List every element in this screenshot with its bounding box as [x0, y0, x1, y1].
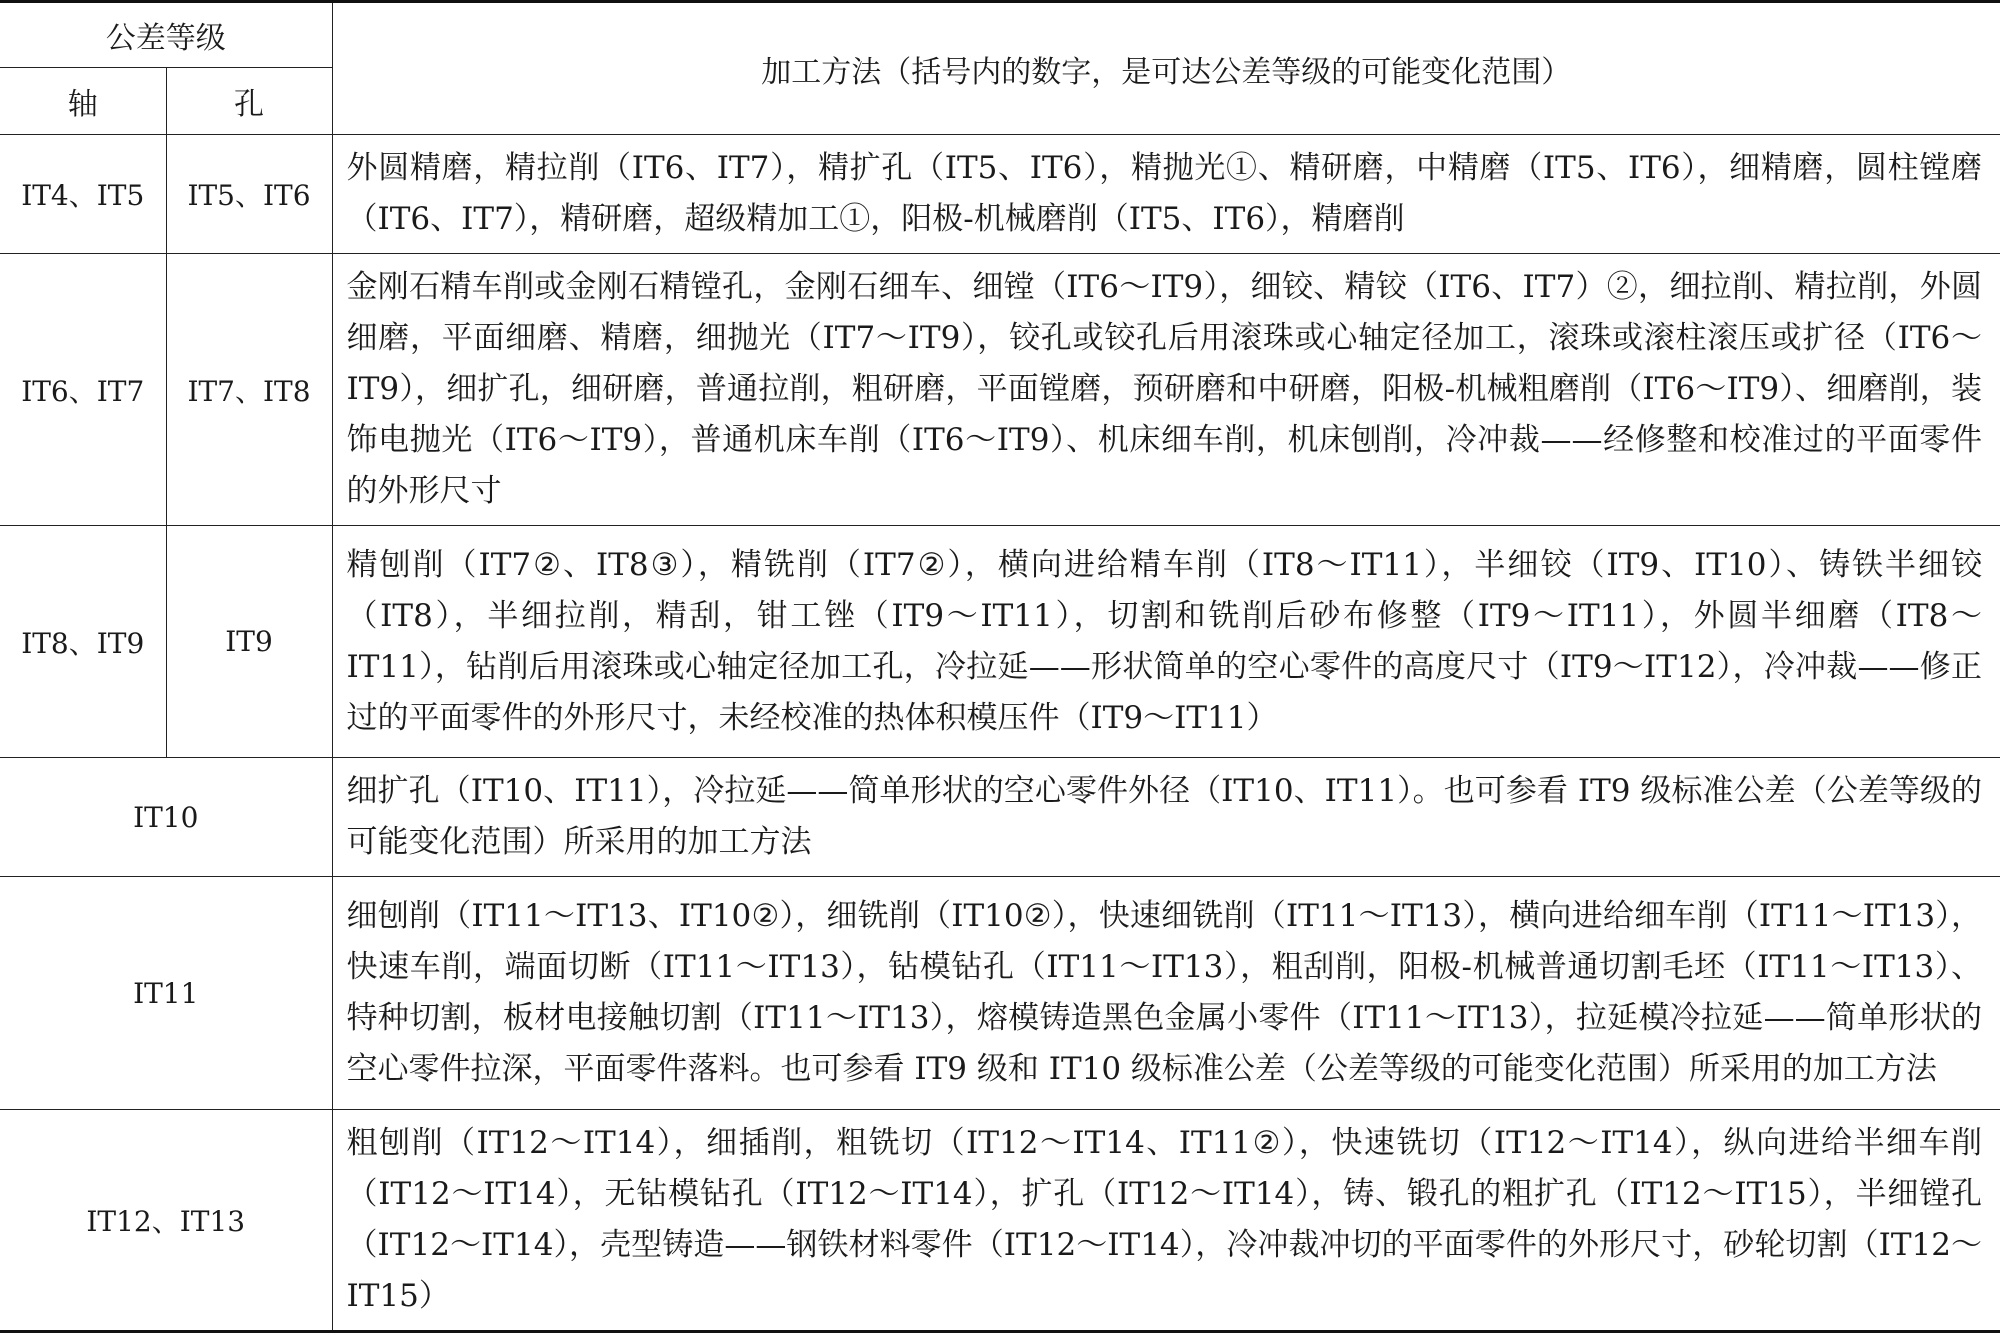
method-cell — [332, 254, 2000, 526]
method-text: 细扩孔（IT10、IT11），冷拉延——简单形状的空心零件外径（IT10、IT11）。也可参看 IT9 级标准公差（公差等级的可能变化范围）所采用的加工方法 — [346, 773, 1982, 860]
method-text: 细刨削（IT11～IT13、IT10②），细铣削（IT10②），快速细铣削（IT11～IT13），横向进给细车削（IT11～IT13），快速车削，端面切断（IT11～IT13），钻模钻孔（IT11～IT13），粗刮削，阳极-机械普通切割毛坯（IT11～IT13）、特种切割，板材电接触切割（IT11～IT13），熔模铸造黑色金属小零件（IT11～IT13），拉延模冷拉延——简单形状的空心零件拉深，平面零件落料。也可参看 IT9 级和 IT10 级标准公差（公差等级的可能变化范围）所采用的加工方法 — [346, 898, 1982, 1087]
merged-grade-cell: IT10 — [0, 758, 332, 877]
table-row — [0, 1110, 2000, 1332]
header-hole: 孔 — [166, 68, 332, 135]
header-processing-method: 加工方法（括号内的数字，是可达公差等级的可能变化范围） — [332, 2, 2000, 135]
method-text: 外圆精磨，精拉削（IT6、IT7），精扩孔（IT5、IT6），精抛光①、精研磨，中精磨（IT5、IT6），细精磨，圆柱镗磨（IT6、IT7），精研磨，超级精加工①，阳极-机械磨削（IT5、IT6），精磨削 — [346, 150, 1982, 237]
table-row — [0, 135, 2000, 254]
hole-grade-cell: IT7、IT8 — [166, 254, 332, 526]
table-row — [0, 254, 2000, 526]
shaft-grade-cell: IT4、IT5 — [0, 135, 166, 254]
method-cell — [332, 758, 2000, 877]
header-shaft: 轴 — [0, 68, 166, 135]
merged-grade-cell: IT12、IT13 — [0, 1110, 332, 1332]
method-cell — [332, 135, 2000, 254]
shaft-grade-cell: IT8、IT9 — [0, 526, 166, 758]
method-cell — [332, 1110, 2000, 1332]
method-text: 金刚石精车削或金刚石精镗孔，金刚石细车、细镗（IT6～IT9），细铰、精铰（IT6、IT7）②，细拉削、精拉削，外圆细磨，平面细磨、精磨，细抛光（IT7～IT9），铰孔或铰孔后用滚珠或心轴定径加工，滚珠或滚柱滚压或扩径（IT6～IT9），细扩孔，细研磨，普通拉削，粗研磨，平面镗磨，预研磨和中研磨，阳极-机械粗磨削（IT6～IT9）、细磨削，装饰电抛光（IT6～IT9），普通机床车削（IT6～IT9）、机床细车削，机床刨削，冷冲裁——经修整和校准过的平面零件的外形尺寸 — [346, 269, 1982, 509]
hole-grade-cell: IT9 — [166, 526, 332, 758]
method-text: 精刨削（IT7②、IT8③），精铣削（IT7②），横向进给精车削（IT8～IT11），半细铰（IT9、IT10）、铸铁半细铰（IT8），半细拉削，精刮，钳工锉（IT9～IT11），切割和铣削后砂布修整（IT9～IT11），外圆半细磨（IT8～IT11），钻削后用滚珠或心轴定径加工孔，冷拉延——形状简单的空心零件的高度尺寸（IT9～IT12），冷冲裁——修正过的平面零件的外形尺寸，未经校准的热体积模压件（IT9～IT11） — [346, 546, 1982, 736]
header-tolerance-grade: 公差等级 — [0, 2, 332, 68]
table-row — [0, 526, 2000, 758]
method-cell — [332, 526, 2000, 758]
hole-grade-cell: IT5、IT6 — [166, 135, 332, 254]
shaft-grade-cell: IT6、IT7 — [0, 254, 166, 526]
method-text: 粗刨削（IT12～IT14），细插削，粗铣切（IT12～IT14、IT11②），快速铣切（IT12～IT14），纵向进给半细车削（IT12～IT14），无钻模钻孔（IT12～IT14），扩孔（IT12～IT14），铸、锻孔的粗扩孔（IT12～IT15），半细镗孔（IT12～IT14），壳型铸造——钢铁材料零件（IT12～IT14），冷冲裁冲切的平面零件的外形尺寸，砂轮切割（IT12～IT15） — [346, 1125, 1982, 1314]
method-cell — [332, 877, 2000, 1110]
table-row — [0, 758, 2000, 877]
table-row — [0, 877, 2000, 1110]
merged-grade-cell: IT11 — [0, 877, 332, 1110]
